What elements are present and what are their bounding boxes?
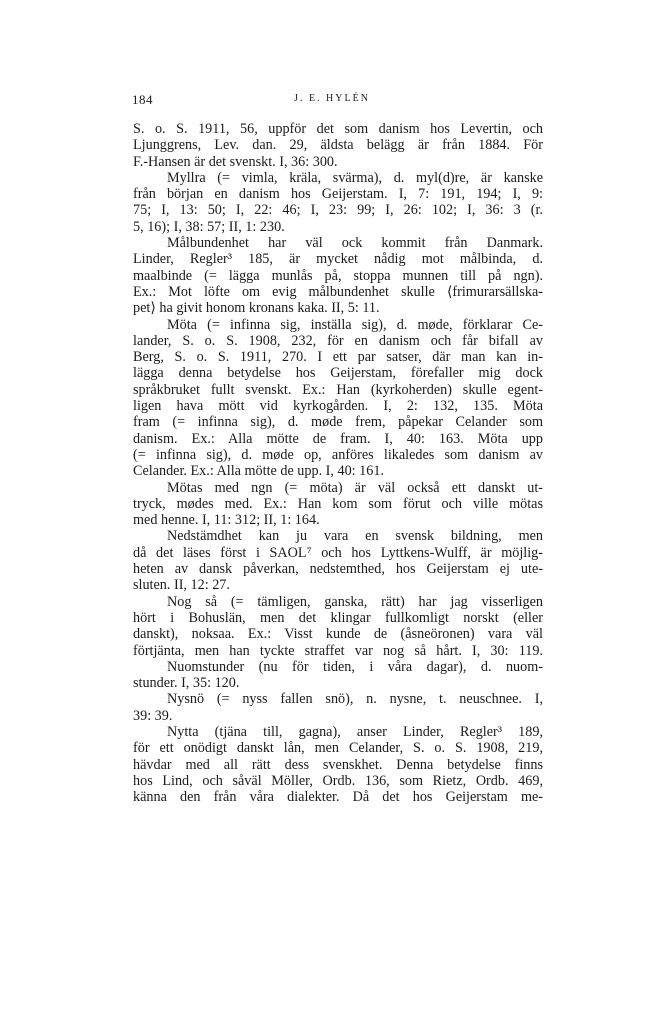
text-line: (= infinna sig), d. møde op, anföres likaledes som danism av bbox=[133, 446, 543, 463]
text-line: hört i Bohuslän, men det klingar fullkomligt norskt (eller bbox=[133, 609, 543, 626]
text-line: Nuomstunder (nu för tiden, i våra dagar), d. nuom- bbox=[167, 658, 543, 675]
text-line: Ex.: Mot löfte om evig målbundenhet skulle ⟨frimurarsällska- bbox=[133, 283, 543, 300]
text-line: förtjänta, men han tyckte straffet var nog så hårt. I, 30: 119. bbox=[133, 642, 543, 659]
text-line: då det läses först i SAOL⁷ och hos Lyttkens-Wulff, är möjlig- bbox=[133, 544, 543, 561]
text-line: Mötas med ngn (= möta) är väl också ett danskt ut- bbox=[167, 479, 543, 496]
text-line: Nytta (tjäna till, gagna), anser Linder, Regler³ 189, bbox=[167, 723, 543, 740]
page-number: 184 bbox=[132, 92, 153, 107]
text-line: sluten. II, 12: 27. bbox=[133, 577, 230, 594]
text-line: ligen hava mött vid kyrkogården. I, 2: 132, 135. Möta bbox=[133, 398, 543, 415]
text-line: Nedstämdhet kan ju vara en svensk bildning, men bbox=[167, 528, 543, 545]
text-line: lander, S. o. S. 1908, 232, för en danism och får bifall av bbox=[133, 332, 543, 349]
text-line: stunder. I, 35: 120. bbox=[133, 675, 240, 692]
text-line: maalbinde (= lägga munlås på, stoppa munnen till på ngn). bbox=[133, 267, 543, 284]
text-line: Myllra (= vimla, kräla, svärma), d. myl(d)re, är kanske bbox=[167, 169, 543, 186]
text-line: för ett onödigt danskt lån, men Celander, S. o. S. 1908, 219, bbox=[133, 740, 543, 757]
text-line: Linder, Regler³ 185, är mycket nådig mot målbinda, d. bbox=[133, 251, 543, 268]
text-line: hos Lind, och såväl Möller, Ordb. 136, som Rietz, Ordb. 469, bbox=[133, 772, 543, 789]
text-line: 75; I, 13: 50; I, 22: 46; I, 23: 99; I, 26: 102; I, 36: 3 (r. bbox=[133, 202, 543, 219]
text-line: Ljunggrens, Lev. dan. 29, äldsta belägg är från 1884. För bbox=[133, 137, 543, 154]
text-line: 5, 16); I, 38: 57; II, 1: 230. bbox=[133, 218, 285, 235]
text-line: Nog så (= tämligen, ganska, rätt) har jag visserligen bbox=[167, 593, 543, 610]
text-line: Möta (= infinna sig, inställa sig), d. møde, förklarar Ce- bbox=[167, 316, 543, 333]
text-line: känna den från våra dialekter. Då det hos Geijerstam me- bbox=[133, 789, 543, 806]
text-line: S. o. S. 1911, 56, uppför det som danism hos Levertin, och bbox=[133, 121, 543, 137]
text-line: 39: 39. bbox=[133, 707, 173, 724]
text-line: hävdar med all rätt dess svenskhet. Denna betydelse finns bbox=[133, 756, 543, 773]
running-head: J. E. HYLÉN bbox=[294, 93, 370, 104]
text-line: Målbundenhet har väl ock kommit från Danmark. bbox=[167, 235, 543, 252]
text-line: med henne. I, 11: 312; II, 1: 164. bbox=[133, 512, 320, 529]
text-line: Nysnö (= nyss fallen snö), n. nysne, t. neuschnee. I, bbox=[167, 691, 543, 708]
text-line: F.-Hansen är det svenskt. I, 36: 300. bbox=[133, 153, 338, 170]
text-line: danskt), noksaa. Ex.: Visst kunde de (åsneöronen) vara väl bbox=[133, 626, 543, 643]
text-line: danism. Ex.: Alla mötte de fram. I, 40: 163. Möta upp bbox=[133, 430, 543, 447]
text-line: Celander. Ex.: Alla mötte de upp. I, 40: 161. bbox=[133, 463, 384, 480]
text-line: heten av dansk påverkan, nedstemthed, hos Geijerstam ej ute- bbox=[133, 561, 543, 578]
text-line: tryck, mødes med. Ex.: Han kom som förut och ville mötas bbox=[133, 495, 543, 512]
text-line: från början en danism hos Geijerstam. I, 7: 191, 194; I, 9: bbox=[133, 186, 543, 203]
text-line: pet⟩ ha givit honom kronans kaka. II, 5: 11. bbox=[133, 300, 380, 317]
body-text bbox=[133, 121, 543, 805]
text-line: Berg, S. o. S. 1911, 270. I ett par satser, där man kan in- bbox=[133, 349, 543, 366]
text-line: lägga denna betydelse hos Geijerstam, förefaller mig dock bbox=[133, 365, 543, 382]
text-line: fram (= infinna sig), d. møde frem, påpekar Celander som bbox=[133, 414, 543, 431]
text-line: språkbruket fullt svenskt. Ex.: Han (kyrkoherden) skulle egent- bbox=[133, 381, 543, 398]
